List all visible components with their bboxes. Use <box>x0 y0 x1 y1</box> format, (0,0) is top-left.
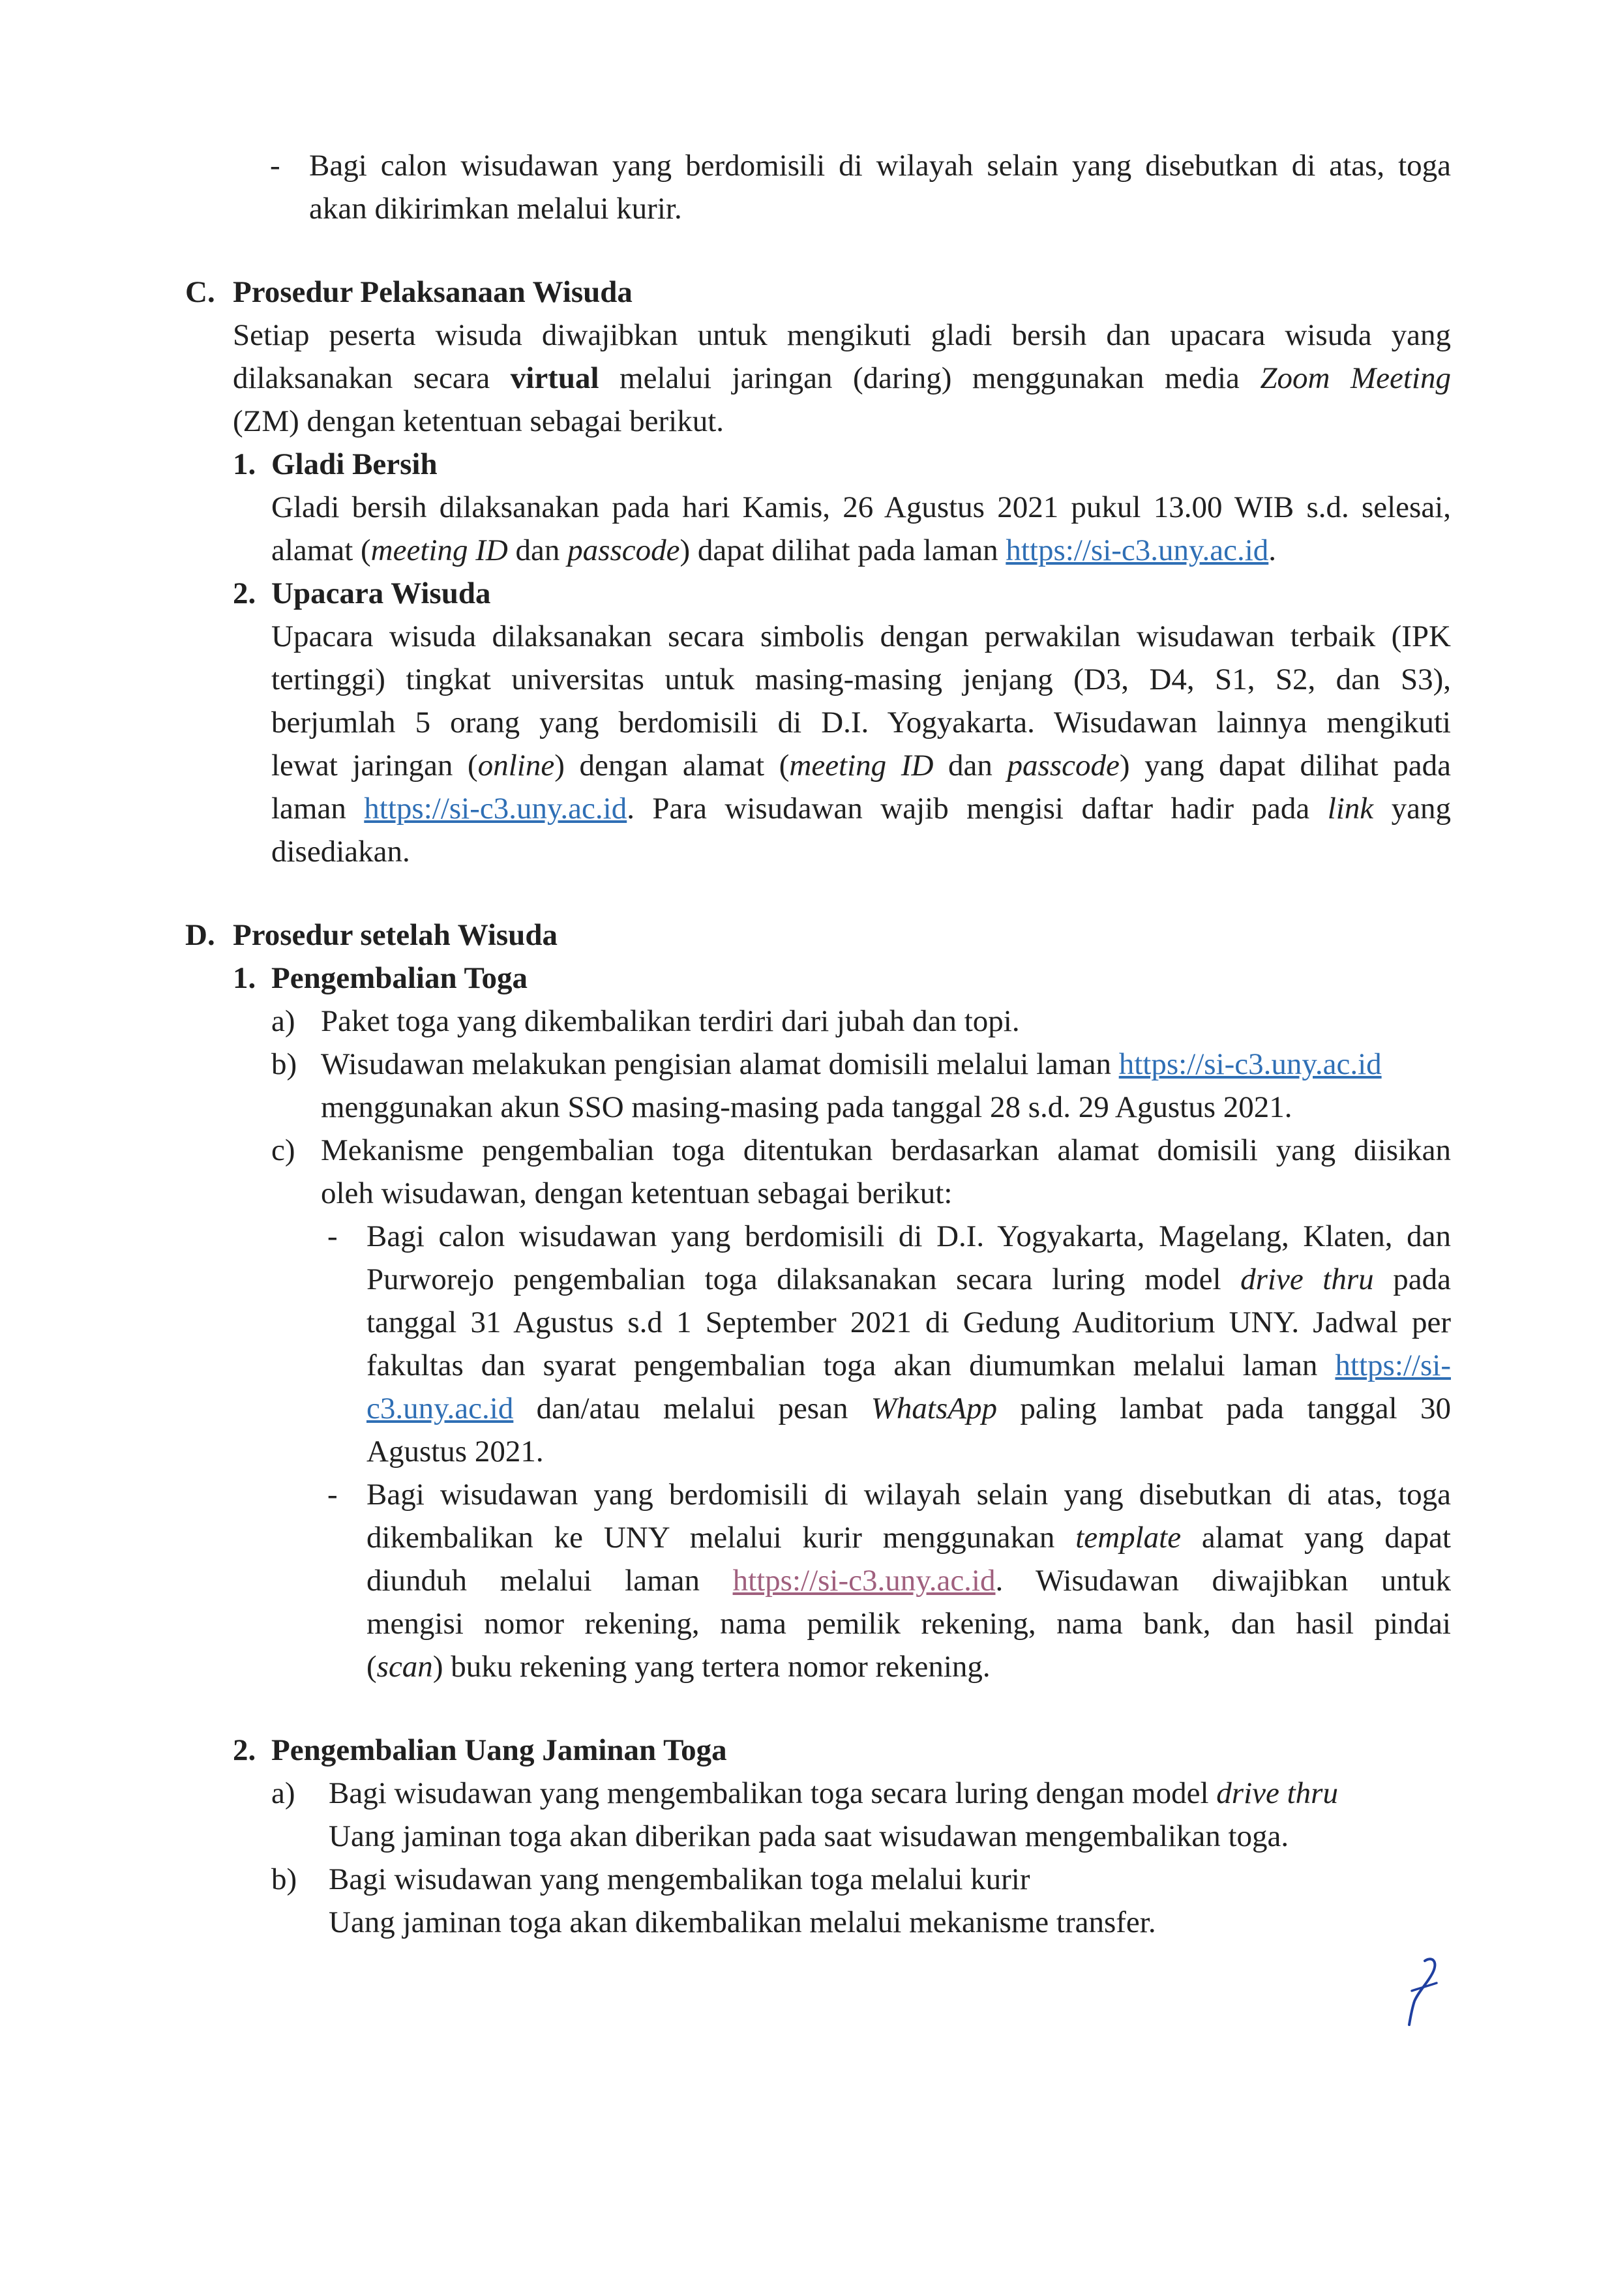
bullet-dash: - <box>327 1478 338 1512</box>
section-d-title: Prosedur setelah Wisuda <box>233 918 558 952</box>
section-c-para-line-2: dilaksanakan secara virtual melalui jaringan (daring) menggunakan media Zoom Meeting <box>233 361 1451 395</box>
d-item-2-number: 2. <box>233 1733 256 1767</box>
d-2-b-line-1: Bagi wisudawan yang mengembalikan toga melalui kurir <box>329 1862 1030 1896</box>
c-item-1-number: 1. <box>233 447 256 481</box>
d-1-c-bullet-2-line-4: mengisi nomor rekening, nama pemilik rekening, nama bank, dan hasil pindai <box>366 1607 1451 1641</box>
link-si-c3[interactable]: c3.uny.ac.id <box>366 1392 514 1425</box>
intro-line-1: Bagi calon wisudawan yang berdomisili di wilayah selain yang disebutkan di atas, toga <box>309 149 1451 183</box>
c-item-2-line-5: laman https://si-c3.uny.ac.id. Para wisudawan wajib mengisi daftar hadir pada link yang <box>271 792 1451 826</box>
link-si-c3[interactable]: https://si-c3.uny.ac.id <box>1118 1047 1382 1081</box>
c-item-2-line-6: disediakan. <box>271 835 410 869</box>
bullet-dash: - <box>270 149 280 183</box>
d-1-b-line-2: menggunakan akun SSO masing-masing pada tanggal 28 s.d. 29 Agustus 2021. <box>321 1090 1292 1124</box>
section-c-para-line-1: Setiap peserta wisuda diwajibkan untuk mengikuti gladi bersih dan upacara wisuda yang <box>233 318 1451 352</box>
c-item-1-title: Gladi Bersih <box>271 447 438 481</box>
section-c-title: Prosedur Pelaksanaan Wisuda <box>233 275 633 309</box>
paraf-signature-icon <box>1399 1953 1444 2031</box>
c-item-2-title: Upacara Wisuda <box>271 576 491 610</box>
intro-line-2: akan dikirimkan melalui kurir. <box>309 192 682 226</box>
d-2-a-marker: a) <box>271 1776 295 1810</box>
d-1-c-marker: c) <box>271 1133 295 1167</box>
d-1-c-bullet-1-line-5: c3.uny.ac.id dan/atau melalui pesan WhatsApp paling lambat pada tanggal 30 <box>366 1392 1451 1425</box>
d-item-2-title: Pengembalian Uang Jaminan Toga <box>271 1733 727 1767</box>
d-1-c-bullet-2-line-3: diunduh melalui laman https://si-c3.uny.ac.id. Wisudawan diwajibkan untuk <box>366 1564 1451 1598</box>
link-si-c3[interactable]: https://si-c3.uny.ac.id <box>732 1564 996 1598</box>
c-item-1-line-2: alamat (meeting ID dan passcode) dapat dilihat pada laman https://si-c3.uny.ac.id. <box>271 533 1276 567</box>
d-2-a-line-2: Uang jaminan toga akan diberikan pada saat wisudawan mengembalikan toga. <box>329 1819 1289 1853</box>
link-si-c3[interactable]: https://si- <box>1335 1349 1451 1382</box>
d-item-1-title: Pengembalian Toga <box>271 961 528 995</box>
d-1-c-bullet-1-line-4: fakultas dan syarat pengembalian toga akan diumumkan melalui laman https://si- <box>366 1349 1451 1382</box>
section-c-letter: C. <box>185 275 215 309</box>
section-c-para-line-3: (ZM) dengan ketentuan sebagai berikut. <box>233 404 724 438</box>
d-1-c-bullet-1-line-1: Bagi calon wisudawan yang berdomisili di D.I. Yogyakarta, Magelang, Klaten, dan <box>366 1219 1451 1253</box>
d-1-c-bullet-1-line-6: Agustus 2021. <box>366 1435 544 1469</box>
c-item-2-line-4: lewat jaringan (online) dengan alamat (meeting ID dan passcode) yang dapat dilihat pada <box>271 749 1451 783</box>
d-2-b-line-2: Uang jaminan toga akan dikembalikan melalui mekanisme transfer. <box>329 1905 1156 1939</box>
d-2-a-line-1: Bagi wisudawan yang mengembalikan toga secara luring dengan model drive thru <box>329 1776 1338 1810</box>
link-si-c3[interactable]: https://si-c3.uny.ac.id <box>1006 533 1269 567</box>
d-1-c-bullet-2-line-1: Bagi wisudawan yang berdomisili di wilayah selain yang disebutkan di atas, toga <box>366 1478 1451 1512</box>
d-1-b-line-1: Wisudawan melakukan pengisian alamat domisili melalui laman https://si-c3.uny.ac.id <box>321 1047 1382 1081</box>
d-1-c-bullet-1-line-3: tanggal 31 Agustus s.d 1 September 2021 di Gedung Auditorium UNY. Jadwal per <box>366 1305 1451 1339</box>
d-1-b-marker: b) <box>271 1047 297 1081</box>
d-1-c-bullet-2-line-5: (scan) buku rekening yang tertera nomor rekening. <box>366 1650 991 1684</box>
bullet-dash: - <box>327 1219 338 1253</box>
d-1-c-bullet-1-line-2: Purworejo pengembalian toga dilaksanakan secara luring model drive thru pada <box>366 1262 1451 1296</box>
d-2-b-marker: b) <box>271 1862 297 1896</box>
d-1-c-bullet-2-line-2: dikembalikan ke UNY melalui kurir menggunakan template alamat yang dapat <box>366 1521 1451 1555</box>
c-item-1-line-1: Gladi bersih dilaksanakan pada hari Kamis, 26 Agustus 2021 pukul 13.00 WIB s.d. selesai, <box>271 490 1451 524</box>
c-item-2-line-2: tertinggi) tingkat universitas untuk masing-masing jenjang (D3, D4, S1, S2, dan S3), <box>271 663 1451 696</box>
link-si-c3[interactable]: https://si-c3.uny.ac.id <box>364 792 627 826</box>
d-item-1-number: 1. <box>233 961 256 995</box>
d-1-c-line-2: oleh wisudawan, dengan ketentuan sebagai berikut: <box>321 1176 953 1210</box>
section-d-letter: D. <box>185 918 215 952</box>
d-1-a-line-1: Paket toga yang dikembalikan terdiri dari jubah dan topi. <box>321 1004 1020 1038</box>
c-item-2-line-1: Upacara wisuda dilaksanakan secara simbolis dengan perwakilan wisudawan terbaik (IPK <box>271 619 1451 653</box>
c-item-2-line-3: berjumlah 5 orang yang berdomisili di D.I. Yogyakarta. Wisudawan lainnya mengikuti <box>271 706 1451 739</box>
c-item-2-number: 2. <box>233 576 256 610</box>
d-1-a-marker: a) <box>271 1004 295 1038</box>
d-1-c-line-1: Mekanisme pengembalian toga ditentukan berdasarkan alamat domisili yang diisikan <box>321 1133 1451 1167</box>
